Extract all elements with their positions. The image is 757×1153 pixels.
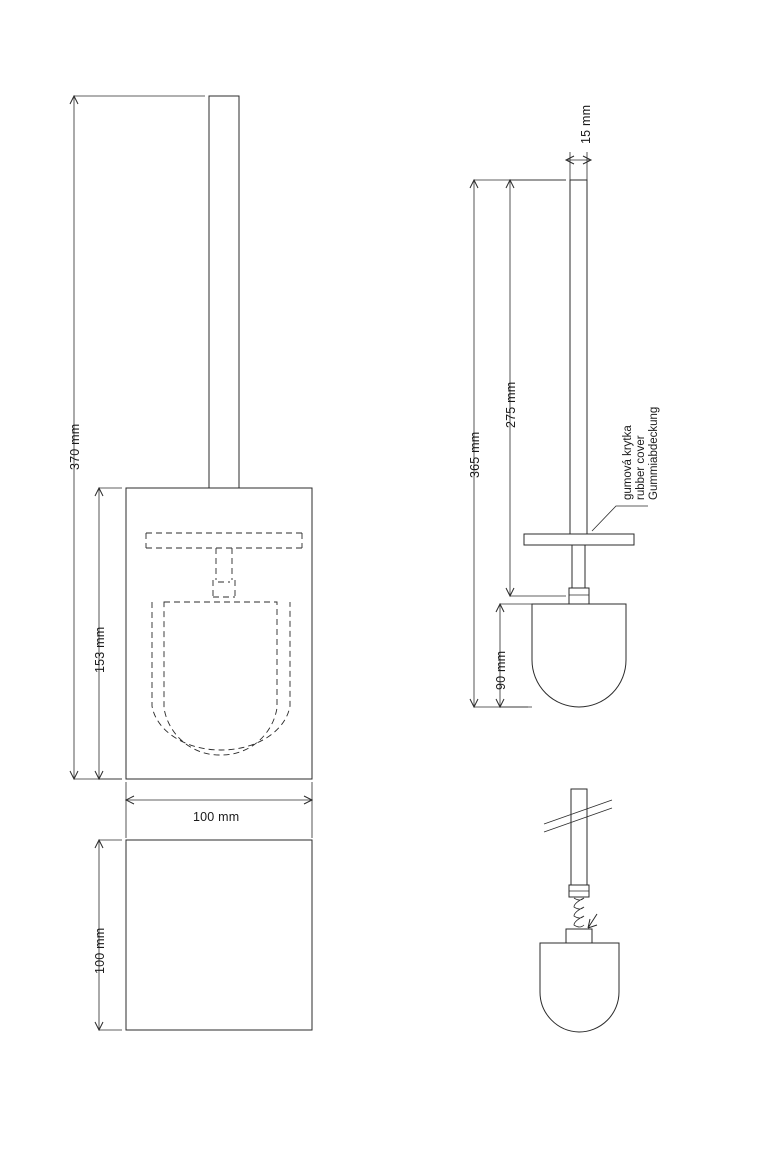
note-rubber-cover-en: rubber cover xyxy=(635,435,647,500)
side-cover-plate xyxy=(524,534,634,545)
side-brush-head xyxy=(532,604,626,707)
rubber-cover-leader xyxy=(592,506,648,531)
detail-thread-arrow xyxy=(588,914,597,928)
dim-label-275: 275 mm xyxy=(504,381,518,428)
detail-thread xyxy=(574,898,584,927)
front-container xyxy=(126,488,312,779)
dim-label-90: 90 mm xyxy=(494,650,508,690)
front-handle xyxy=(209,96,239,488)
dim-label-370: 370 mm xyxy=(68,423,82,470)
dim-label-153: 153 mm xyxy=(93,626,107,673)
side-handle xyxy=(570,180,587,535)
note-rubber-cover-de: Gummiabdeckung xyxy=(648,406,660,500)
detail-handle xyxy=(571,789,587,885)
plan-square xyxy=(126,840,312,1030)
dim-label-15: 15 mm xyxy=(579,104,593,144)
dim-label-100-depth: 100 mm xyxy=(93,927,107,974)
detail-brush-head xyxy=(540,943,619,1032)
note-rubber-cover-cs: gumová krytka xyxy=(622,425,634,500)
detail-socket xyxy=(566,929,592,943)
dim-label-100-width: 100 mm xyxy=(193,810,240,824)
dim-label-365: 365 mm xyxy=(468,431,482,478)
side-ferrule xyxy=(569,588,589,604)
